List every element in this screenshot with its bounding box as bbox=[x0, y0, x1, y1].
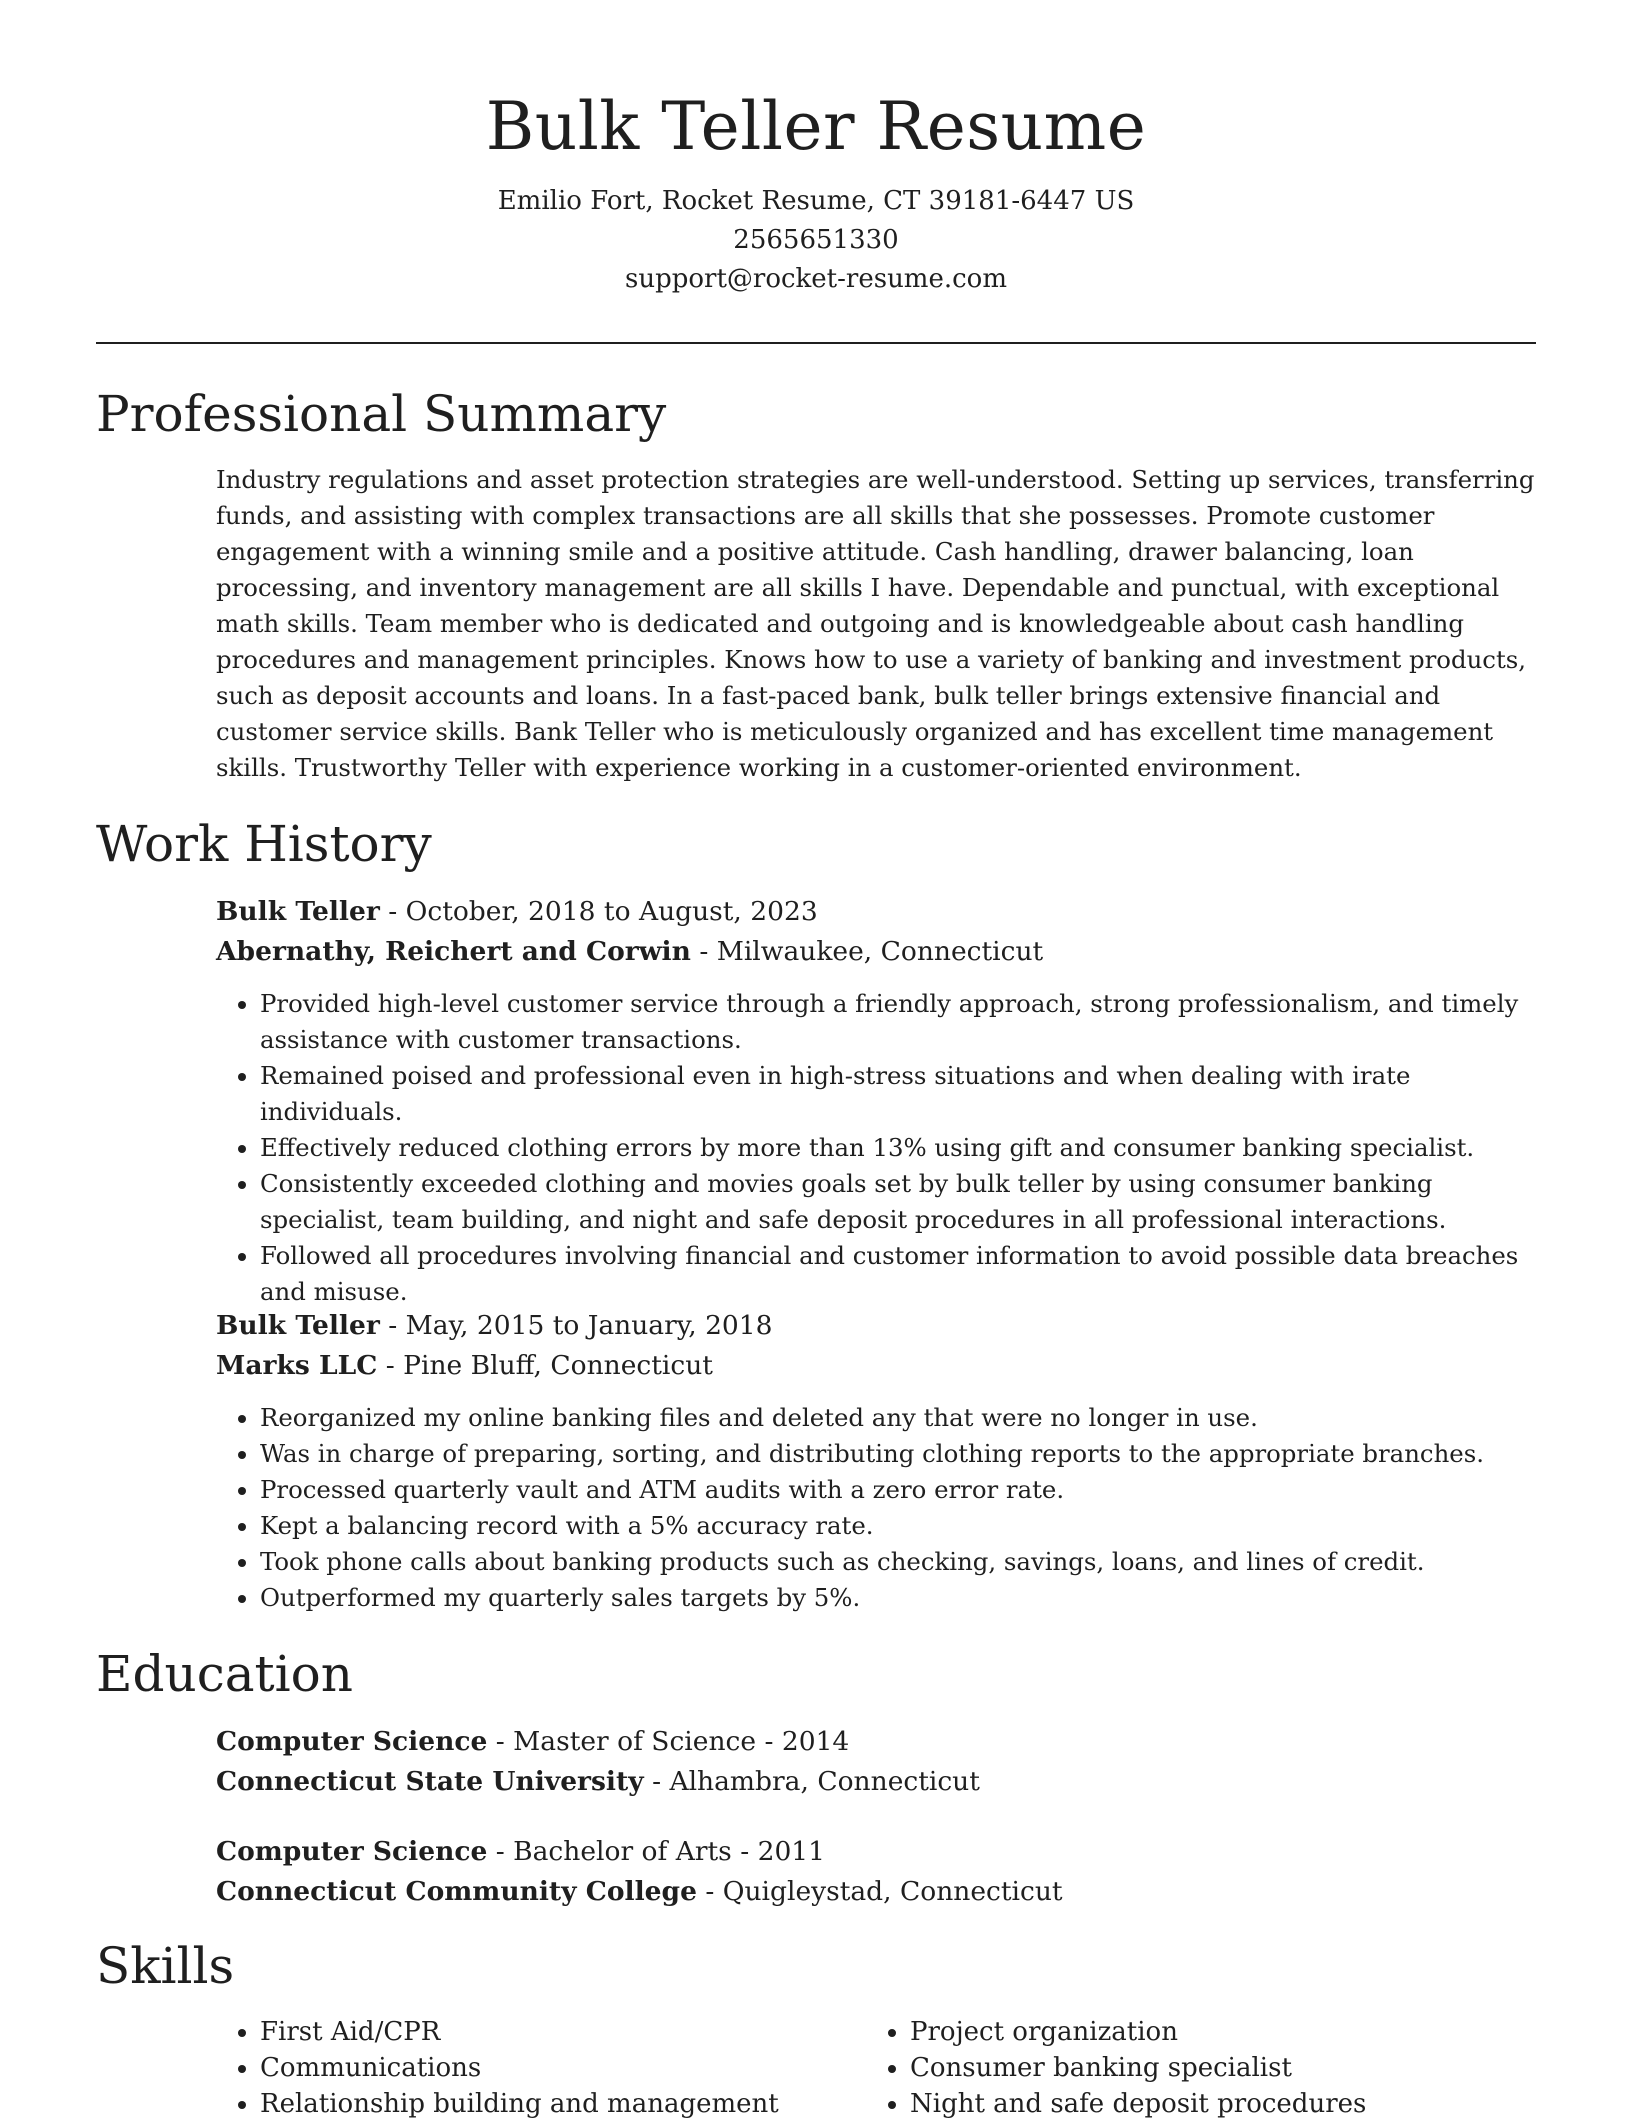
job-entry-2 bbox=[216, 1306, 1536, 1616]
list-item: • Consistently exceeded clothing and movies goals set by bulk teller by using consumer banking specialist, team building, and night and safe deposit procedures in all professional interactions. bbox=[260, 1166, 1536, 1238]
job-employer-line bbox=[216, 1346, 1536, 1386]
list-item: • Project organization bbox=[910, 2014, 1466, 2050]
skills-column-left bbox=[216, 2014, 816, 2122]
list-item: • Was in charge of preparing, sorting, and distributing clothing reports to the appropriate branches. bbox=[260, 1436, 1536, 1472]
contact-email: support@rocket-resume.com bbox=[624, 264, 1007, 294]
resume-title: Bulk Teller Resume bbox=[485, 88, 1147, 165]
job-title-line bbox=[216, 892, 1536, 932]
education-location: - Quigleystad, Connecticut bbox=[696, 1876, 1063, 1907]
contact-phone: 2565651330 bbox=[733, 225, 899, 255]
resume-header bbox=[0, 82, 1632, 299]
job-bullet-list bbox=[216, 986, 1536, 1310]
job-employer: Abernathy, Reichert and Corwin bbox=[216, 936, 691, 967]
job-dates: - May, 2015 to January, 2018 bbox=[379, 1310, 773, 1341]
summary-heading: Professional Summary bbox=[96, 385, 667, 443]
education-entry-1 bbox=[216, 1722, 1536, 1802]
list-item: • Processed quarterly vault and ATM audits with a zero error rate. bbox=[260, 1472, 1536, 1508]
school-line bbox=[216, 1762, 1536, 1802]
list-item: • Relationship building and management bbox=[260, 2086, 816, 2122]
education-location: - Alhambra, Connecticut bbox=[643, 1766, 980, 1797]
education-heading: Education bbox=[96, 1645, 353, 1703]
job-title: Bulk Teller bbox=[216, 1310, 380, 1341]
list-item: • Outperformed my quarterly sales targets by 5%. bbox=[260, 1580, 1536, 1616]
skills-list-left bbox=[216, 2014, 816, 2122]
list-item: • Communications bbox=[260, 2050, 816, 2086]
job-location: - Pine Bluff, Connecticut bbox=[377, 1350, 713, 1381]
summary-text: Industry regulations and asset protection strategies are well-understood. Setting up services, transferring funds, and assisting with complex transactions are all skills that she possesses. Promote customer engagement with a winning smile and a positive attitude. Cash handling, drawer balancing, loan processing, and inventory management are all skills I have. Dependable and punctual, with exceptional math skills. Team member who is dedicated and outgoing and is knowledgeable about cash handling procedures and management principles. Knows how to use a variety of banking and investment products, such as deposit accounts and loans. In a fast-paced bank, bulk teller brings extensive financial and customer service skills. Bank Teller who is meticulously organized and has excellent time management skills. Trustworthy Teller with experience working in a customer-oriented environment. bbox=[216, 465, 1535, 782]
list-item: • Consumer banking specialist bbox=[910, 2050, 1466, 2086]
job-location: - Milwaukee, Connecticut bbox=[690, 936, 1044, 967]
list-item: • Provided high-level customer service through a friendly approach, strong professionalism, and timely assistance with customer transactions. bbox=[260, 986, 1536, 1058]
list-item: • Night and safe deposit procedures bbox=[910, 2086, 1466, 2122]
job-dates: - October, 2018 to August, 2023 bbox=[379, 896, 818, 927]
list-item: • Effectively reduced clothing errors by more than 13% using gift and consumer banking specialist. bbox=[260, 1130, 1536, 1166]
job-bullet-list bbox=[216, 1400, 1536, 1616]
contact-info bbox=[0, 182, 1632, 299]
job-employer: Marks LLC bbox=[216, 1350, 378, 1381]
education-degree: - Bachelor of Arts - 2011 bbox=[487, 1836, 826, 1867]
job-title-line bbox=[216, 1306, 1536, 1346]
skills-column-right bbox=[866, 2014, 1466, 2122]
skills-list-right bbox=[866, 2014, 1466, 2122]
list-item: • First Aid/CPR bbox=[260, 2014, 816, 2050]
degree-line bbox=[216, 1722, 1536, 1762]
list-item: • Took phone calls about banking products such as checking, savings, loans, and lines of credit. bbox=[260, 1544, 1536, 1580]
header-divider bbox=[96, 342, 1536, 344]
work-history-heading: Work History bbox=[96, 815, 432, 873]
list-item: • Kept a balancing record with a 5% accuracy rate. bbox=[260, 1508, 1536, 1544]
education-school: Connecticut Community College bbox=[216, 1876, 697, 1907]
degree-line bbox=[216, 1832, 1536, 1872]
education-entry-2 bbox=[216, 1832, 1536, 1912]
skills-heading: Skills bbox=[96, 1937, 235, 1995]
list-item: • Reorganized my online banking files and deleted any that were no longer in use. bbox=[260, 1400, 1536, 1436]
job-employer-line bbox=[216, 932, 1536, 972]
list-item: • Remained poised and professional even in high-stress situations and when dealing with irate individuals. bbox=[260, 1058, 1536, 1130]
education-field: Computer Science bbox=[216, 1726, 488, 1757]
list-item: • Followed all procedures involving financial and customer information to avoid possible data breaches and misuse. bbox=[260, 1238, 1536, 1310]
education-field: Computer Science bbox=[216, 1836, 488, 1867]
education-school: Connecticut State University bbox=[216, 1766, 644, 1797]
school-line bbox=[216, 1872, 1536, 1912]
job-entry-1 bbox=[216, 892, 1536, 1310]
summary-section bbox=[216, 462, 1536, 786]
contact-address: Emilio Fort, Rocket Resume, CT 39181-6447 US bbox=[497, 186, 1135, 216]
job-title: Bulk Teller bbox=[216, 896, 380, 927]
education-degree: - Master of Science - 2014 bbox=[487, 1726, 850, 1757]
